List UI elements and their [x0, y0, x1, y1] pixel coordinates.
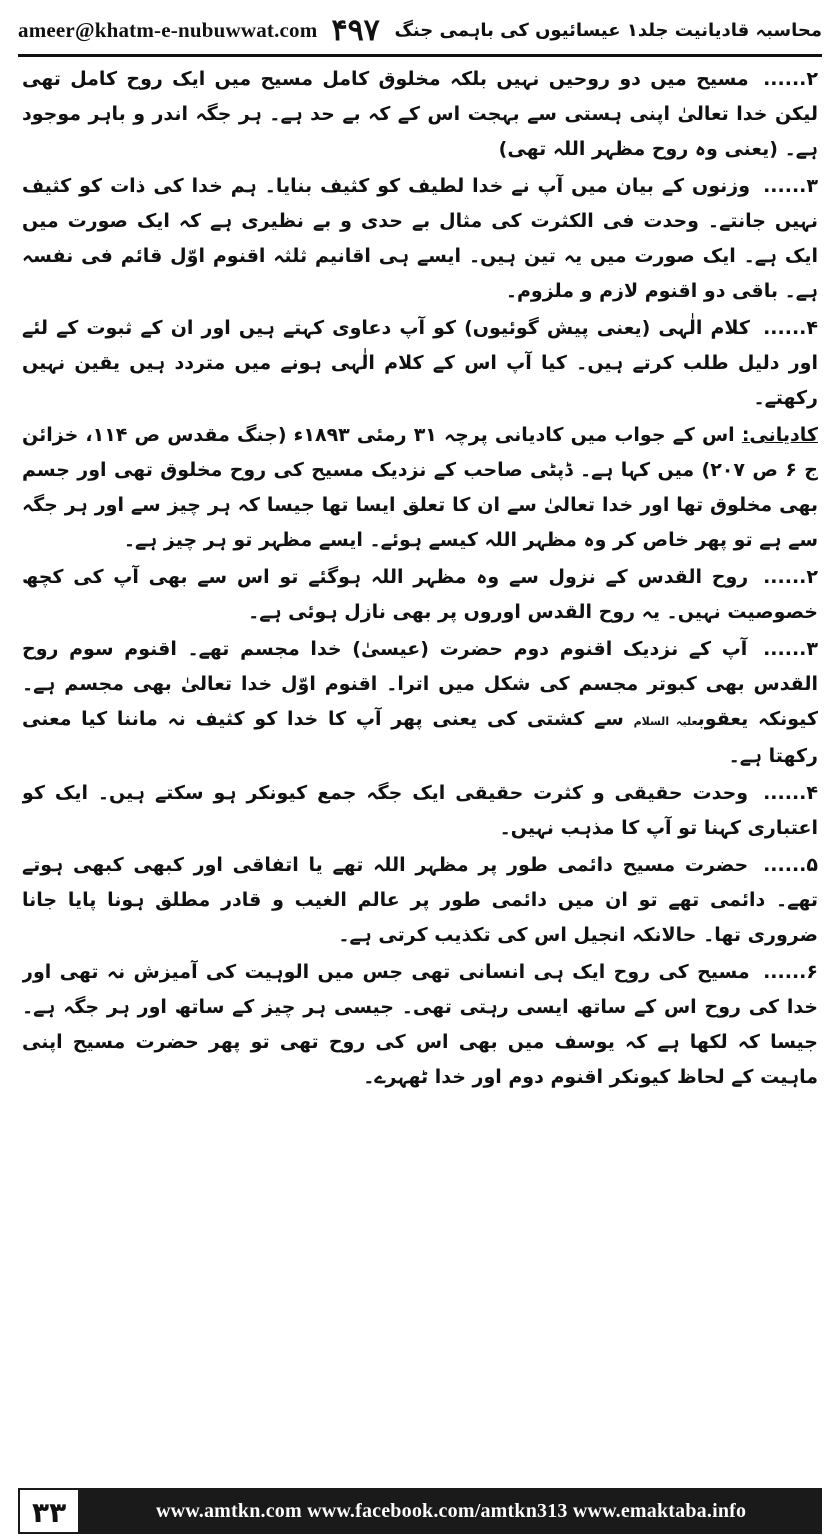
- paragraph: [22, 632, 818, 774]
- paragraph-number: ۲......: [763, 68, 818, 90]
- paragraph: [22, 560, 818, 630]
- header-email[interactable]: ameer@khatm-e-nubuwwat.com: [18, 17, 318, 42]
- paragraph-number: ۵......: [763, 854, 818, 876]
- paragraph: [22, 955, 818, 1095]
- honorific-text: علیہ السلام: [633, 715, 698, 728]
- paragraph-number: ۶......: [763, 961, 818, 983]
- speaker-label: کادیانی:: [741, 424, 818, 446]
- paragraph-number: ۳......: [763, 175, 818, 197]
- paragraph: [22, 776, 818, 846]
- paragraph: [22, 62, 818, 167]
- paragraph-text: وزنوں کے بیان میں آپ نے خدا لطیف کو کثیف بنایا۔ ہم خدا کی ذات کو کثیف نہیں جانتے۔ وحدت فی الکثرت کی مثال بے حدی و بے نظیری ہے کہ ایک صورت میں ایک ہے۔ ایک صورت میں یہ تین ہیں۔ ایسے ہی اقانیم ثلثہ اقنوم اوّل قائم فی نفسہ ہے۔ باقی دو اقنوم لازم و ملزوم۔: [22, 175, 818, 302]
- paragraph-text: روح القدس کے نزول سے وہ مظہر اللہ ہوگئے تو اس سے بھی آپ کی کچھ خصوصیت نہیں۔ یہ روح القدس اوروں پر بھی نازل ہوئی ہے۔: [22, 566, 818, 623]
- paragraph-text: حضرت مسیح دائمی طور پر مظہر اللہ تھے یا اتفاقی اور کبھی کبھی ہوتے تھے۔ دائمی تھے تو ان میں دائمی طور پر عالم الغیب و قادر مطلق ہونا پایا جانا ضروری تھا۔ حالانکہ انجیل اس کی تکذیب کرتی ہے۔: [22, 854, 818, 946]
- paragraph-number: ۳......: [763, 638, 818, 660]
- paragraph-text: مسیح کی روح ایک ہی انسانی تھی جس میں الوہیت کی آمیزش نہ تھی اور خدا کی روح اس کے ساتھ ایسی رہتی تھی۔ جیسی ہر چیز کے ساتھ اور ہر جگہ ہے۔ جیسا کہ لکھا ہے کہ یوسف میں بھی اس کی روح تھی تو پھر حضرت مسیح اپنی ماہیت کے لحاظ کیونکر اقنوم دوم اور خدا ٹھہرے۔: [22, 961, 818, 1088]
- paragraph: [22, 848, 818, 953]
- paragraph-text: آپ کے نزدیک اقنوم دوم حضرت (عیسیٰ) خدا مجسم تھے۔ اقنوم سوم روح القدس بھی کبوتر مجسم کی شکل میں اترا۔ اقنوم اوّل خدا تعالیٰ بھی مجسم ہے۔ کیونکہ یعقوب: [22, 638, 818, 730]
- paragraph-text: مسیح میں دو روحیں نہیں بلکہ مخلوق کامل مسیح میں ایک روح کامل تھی لیکن خدا تعالیٰ اپنی ہستی سے بہجت اس کے کہ بے حد ہے۔ ہر جگہ اندر و باہر موجود ہے۔ (یعنی وہ روح مظہر اللہ تھی): [22, 68, 818, 160]
- paragraph-number: ۴......: [763, 782, 818, 804]
- paragraph-text: وحدت حقیقی و کثرت حقیقی ایک جگہ جمع کیونکر ہو سکتے ہیں۔ ایک کو اعتباری کہنا تو آپ کا مذہب نہیں۔: [22, 782, 818, 839]
- page-footer: [18, 1488, 822, 1534]
- paragraph: [22, 311, 818, 416]
- header-page-number: ۴۹۷: [331, 12, 380, 48]
- paragraph: [22, 418, 818, 558]
- running-title: محاسبہ قادیانیت جلد۱ عیسائیوں کی باہمی جنگ: [394, 19, 822, 41]
- paragraph-text: کلام الٰہی (یعنی پیش گوئیوں) کو آپ دعاوی کہتے ہیں اور ان کے ثبوت کے لئے اور دلیل طلب کرتے ہیں۔ کیا آپ اس کے کلام الٰہی ہونے میں متردد ہیں یقین نہیں رکھتے۔: [22, 317, 818, 409]
- paragraph-number: ۴......: [763, 317, 818, 339]
- header-left: [18, 13, 380, 48]
- footer-page-number: ۳۳: [18, 1488, 80, 1534]
- paragraph-text: اس کے جواب میں کادیانی پرچہ ۳۱ رمئی ۱۸۹۳ء (جنگ مقدس ص ۱۱۴، خزائن ج ۶ ص ۲۰۷) میں کہا ہے۔ ڈپٹی صاحب کے نزدیک مسیح کی روح مخلوق تھی اور جسم بھی مخلوق تھا اور خدا تعالیٰ سے ان کا تعلق ایسا تھا جیسا کہ ہر چیز سے اور ہر جگہ سے ہے تو پھر خاص کر وہ مظہر اللہ کیسے ہوئے۔ ایسے مظہر تو ہر چیز ہے۔: [22, 424, 818, 551]
- page-body: [22, 62, 818, 1457]
- page-header: [18, 6, 822, 57]
- paragraph-text-continued: سے کشتی کی یعنی پھر آپ کا خدا کو کثیف نہ ماننا کیا معنی رکھتا ہے۔: [22, 708, 818, 767]
- footer-links[interactable]: www.amtkn.com www.facebook.com/amtkn313 www.emaktaba.info: [155, 1499, 747, 1522]
- paragraph-number: ۲......: [763, 566, 818, 588]
- paragraph: [22, 169, 818, 309]
